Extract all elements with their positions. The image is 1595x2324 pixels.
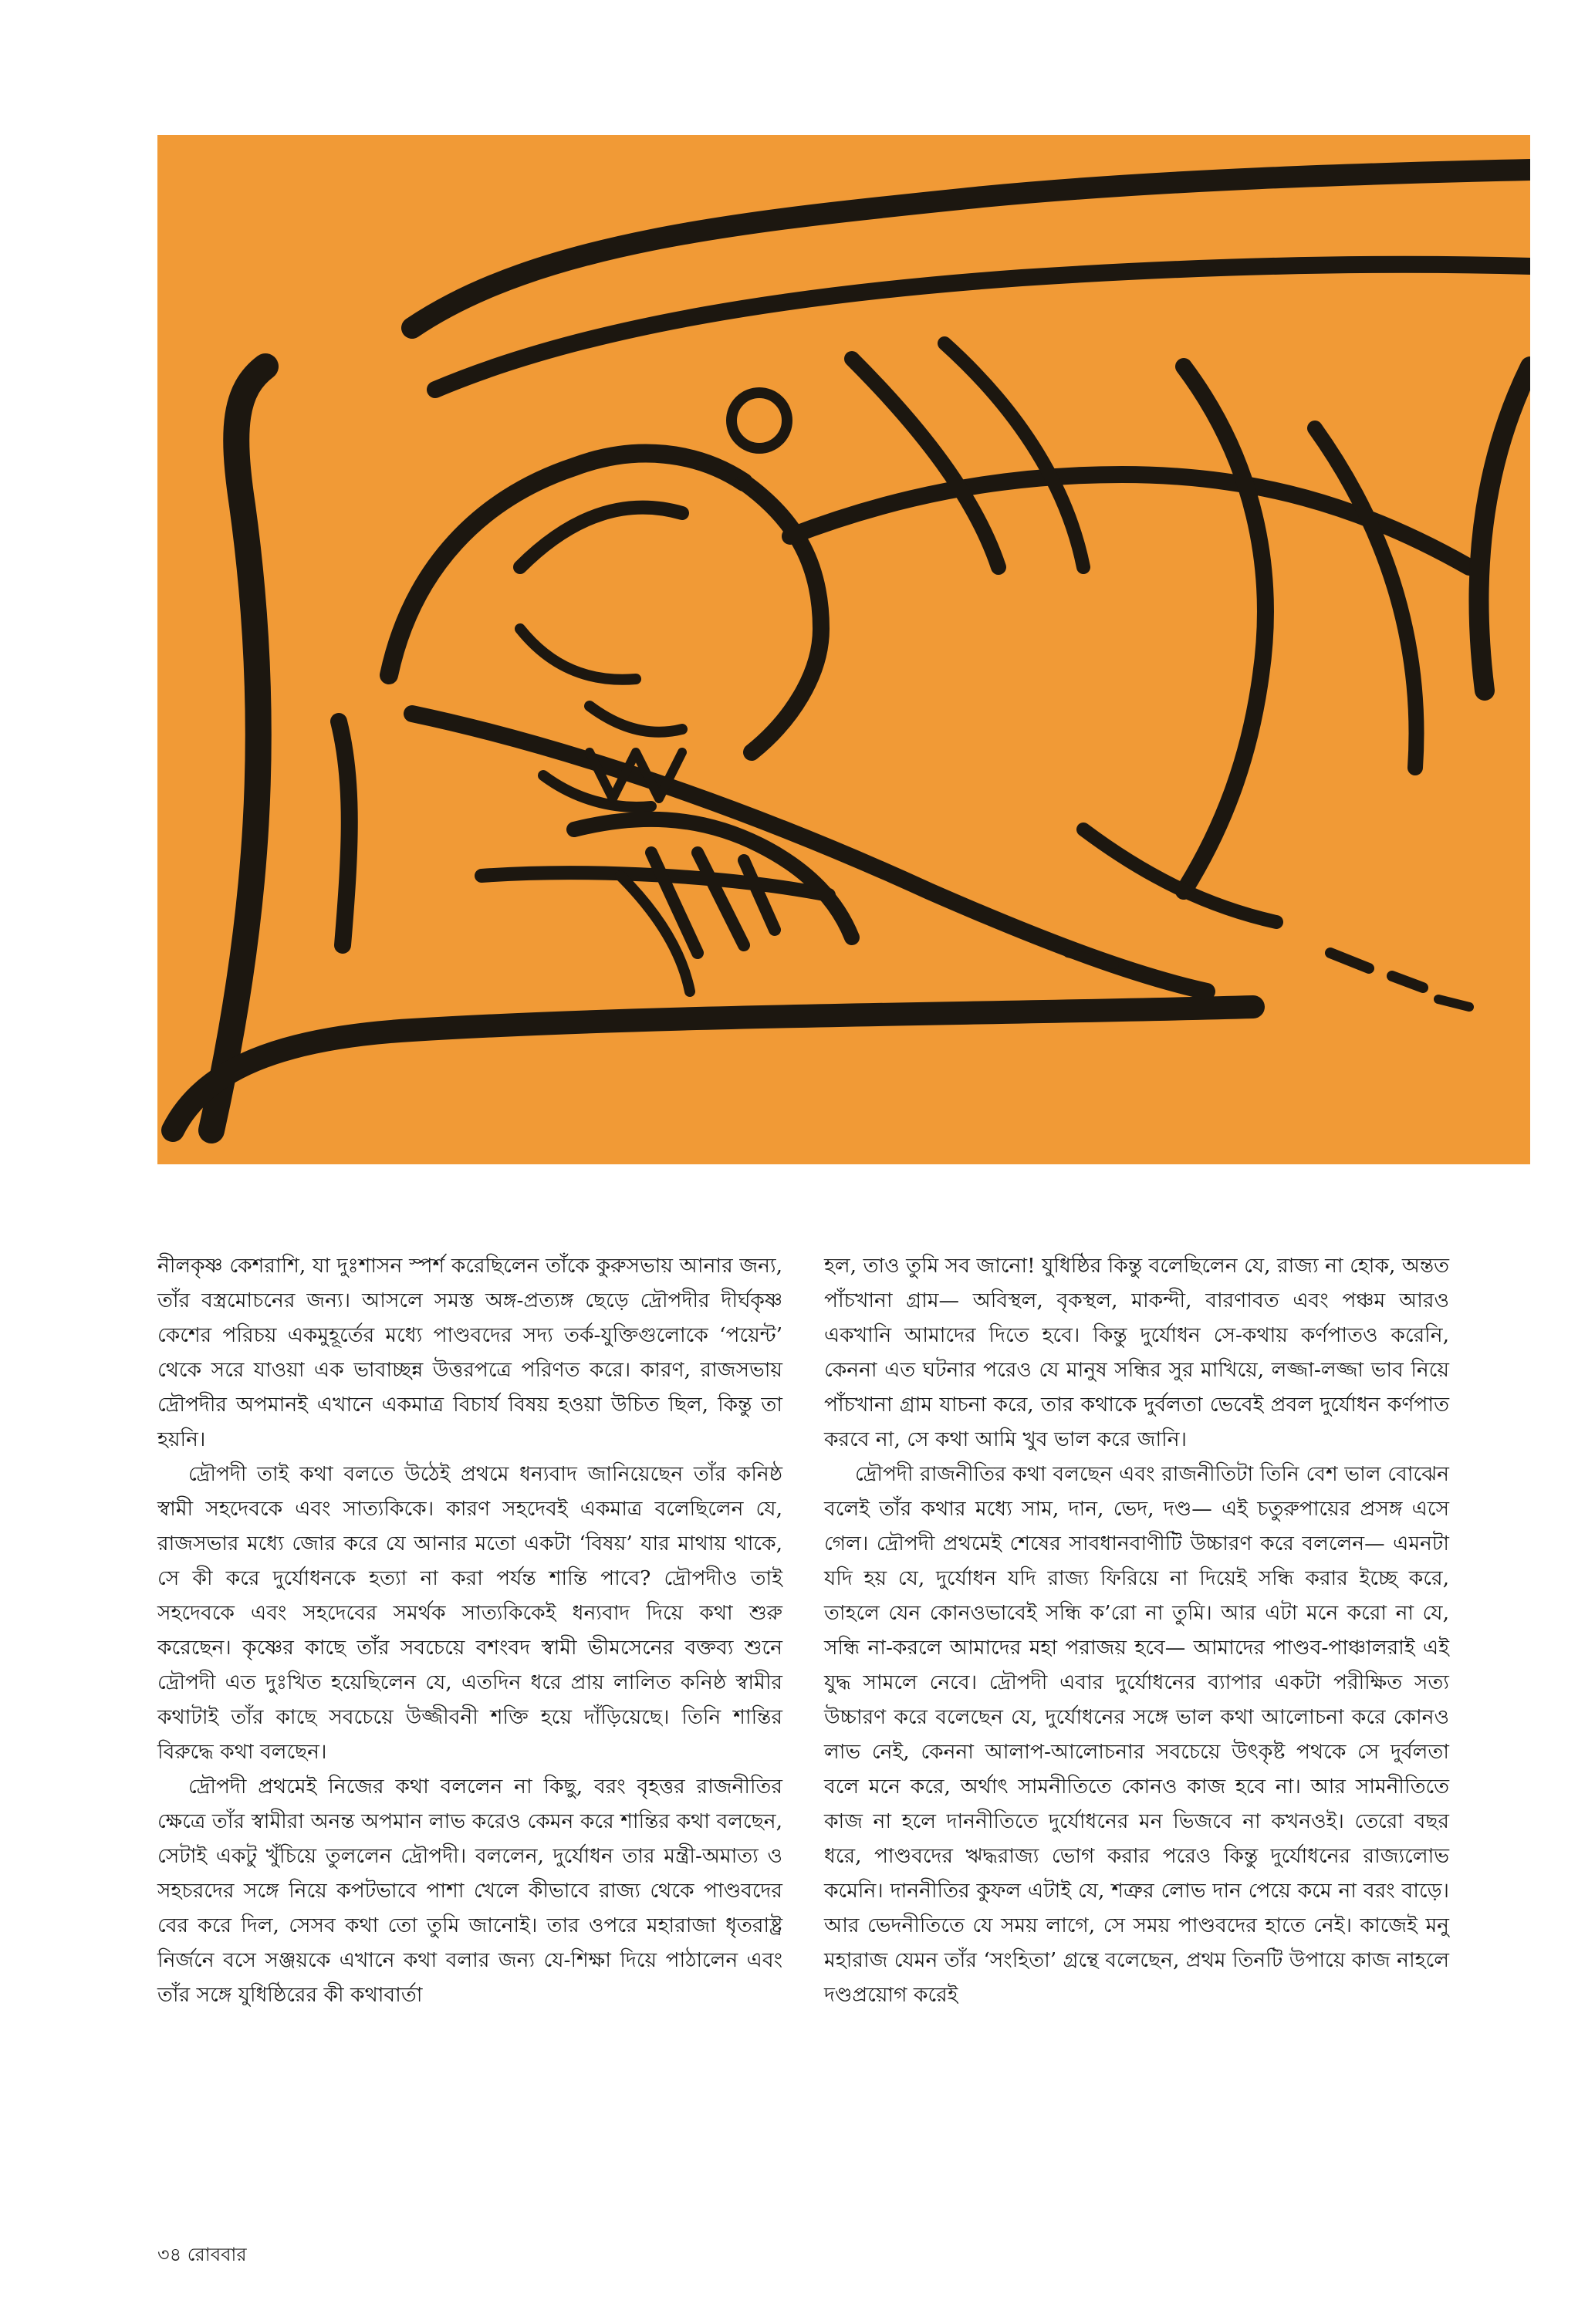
article-left-column (157, 1248, 782, 2012)
draupadi-ink-illustration (157, 135, 1530, 1164)
paragraph: হল, তাও তুমি সব জানো! যুধিষ্ঠির কিন্তু বলেছিলেন যে, রাজ্য না হোক, অন্তত পাঁচখানা গ্রাম— অবিস্থল, বৃকস্থল, মাকন্দী, বারণাবত এবং পঞ্চম আরও একখানি আমাদের দিতে হবে। কিন্তু দুর্যোধন সে-কথায় কর্ণপাতও করেনি, কেননা এত ঘটনার পরেও যে মানুষ সন্ধির সুর মাখিয়ে, লজ্জা-লজ্জা ভাব নিয়ে পাঁচখানা গ্রাম যাচনা করে, তার কথাকে দুর্বলতা ভেবেই প্রবল দুর্যোধন কর্ণপাত করবে না, সে কথা আমি খুব ভাল করে জানি। (824, 1254, 1449, 1451)
paragraph: দ্রৌপদী তাই কথা বলতে উঠেই প্রথমে ধন্যবাদ জানিয়েছেন তাঁর কনিষ্ঠ স্বামী সহদেবকে এবং সাত্যকিকে। কারণ সহদেবই একমাত্র বলেছিলেন যে, রাজসভার মধ্যে জোর করে যে আনার মতো একটা ‘বিষয়’ যার মাথায় থাকে, সে কী করে দুর্যোধনকে হত্যা না করা পর্যন্ত শান্তি পাবে? দ্রৌপদীও তাই সহদেবকে এবং সহদেবের সমর্থক সাত্যকিকেই ধন্যবাদ দিয়ে কথা শুরু করেছেন। কৃষ্ণের কাছে তাঁর সবচেয়ে বশংবদ স্বামী ভীমসেনের বক্তব্য শুনে দ্রৌপদী এত দুঃখিত হয়েছিলেন যে, এতদিন ধরে প্রায় লালিত কনিষ্ঠ স্বামীর কথাটাই তাঁর কাছে সবচেয়ে উজ্জীবনী শক্তি হয়ে দাঁড়িয়েছে। তিনি শান্তির বিরুদ্ধে কথা বলছেন। (157, 1462, 782, 1764)
paragraph: দ্রৌপদী প্রথমেই নিজের কথা বললেন না কিছু, বরং বৃহত্তর রাজনীতির ক্ষেত্রে তাঁর স্বামীরা অনন্ত অপমান লাভ করেও কেমন করে শান্তির কথা বলছেন, সেটাই একটু খুঁচিয়ে তুললেন দ্রৌপদী। বললেন, দুর্যোধন তার মন্ত্রী-অমাত্য ও সহচরদের সঙ্গে নিয়ে কপটভাবে পাশা খেলে কীভাবে রাজ্য থেকে পাণ্ডবদের বের করে দিল, সেসব কথা তো তুমি জানোই। তার ওপরে মহারাজা ধৃতরাষ্ট্র নির্জনে বসে সঞ্জয়কে এখানে কথা বলার জন্য যে-শিক্ষা দিয়ে পাঠালেন এবং তাঁর সঙ্গে যুধিষ্ঠিরের কী কথাবার্তা (157, 1775, 782, 2007)
paragraph: নীলকৃষ্ণ কেশরাশি, যা দুঃশাসন স্পর্শ করেছিলেন তাঁকে কুরুসভায় আনার জন্য, তাঁর বস্ত্রমোচনের জন্য। আসলে সমস্ত অঙ্গ-প্রত্যঙ্গ ছেড়ে দ্রৌপদীর দীর্ঘকৃষ্ণ কেশের পরিচয় একমুহূর্তের মধ্যে পাণ্ডবদের সদ্য তর্ক-যুক্তিগুলোকে ‘পয়েন্ট’ থেকে সরে যাওয়া এক ভাবাচ্ছন্ন উত্তরপত্রে পরিণত করে। কারণ, রাজসভায় দ্রৌপদীর অপমানই এখানে একমাত্র বিচার্য বিষয় হওয়া উচিত ছিল, কিন্তু তা হয়নি। (157, 1254, 782, 1451)
illustration (157, 135, 1530, 1164)
paragraph: দ্রৌপদী রাজনীতির কথা বলছেন এবং রাজনীতিটা তিনি বেশ ভাল বোঝেন বলেই তাঁর কথার মধ্যে সাম, দান, ভেদ, দণ্ড— এই চতুরুপায়ের প্রসঙ্গ এসে গেল। দ্রৌপদী প্রথমেই শেষের সাবধানবাণীটি উচ্চারণ করে বললেন— এমনটা যদি হয় যে, দুর্যোধন যদি রাজ্য ফিরিয়ে না দিয়েই সন্ধি করার ইচ্ছে করে, তাহলে যেন কোনওভাবেই সন্ধি ক’রো না তুমি। আর এটা মনে করো না যে, সন্ধি না-করলে আমাদের মহা পরাজয় হবে— আমাদের পাণ্ডব-পাঞ্চালরাই এই যুদ্ধ সামলে নেবে। দ্রৌপদী এবার দুর্যোধনের ব্যাপার একটা পরীক্ষিত সত্য উচ্চারণ করে বলেছেন যে, দুর্যোধনের সঙ্গে ভাল কথা আলোচনা করে কোনও লাভ নেই, কেননা আলাপ-আলোচনার সবচেয়ে উৎকৃষ্ট পথকে সে দুর্বলতা বলে মনে করে, অর্থাৎ সামনীতিতে কোনও কাজ হবে না। আর সামনীতিতে কাজ না হলে দাননীতিতে দুর্যোধনের মন ভিজবে না কখনওই। তেরো বছর ধরে, পাণ্ডবদের ঋদ্ধরাজ্য ভোগ করার পরেও কিন্তু দুর্যোধনের রাজ্যলোভ কমেনি। দাননীতির কুফল এটাই যে, শত্রুর লোভ দান পেয়ে কমে না বরং বাড়ে। আর ভেদনীতিতে যে সময় লাগে, সে সময় পাণ্ডবদের হাতে নেই। কাজেই মনু মহারাজ যেমন তাঁর ‘সংহিতা’ গ্রন্থে বলেছেন, প্রথম তিনটি উপায়ে কাজ নাহলে দণ্ডপ্রয়োগ করেই (824, 1462, 1449, 2007)
article-right-column (824, 1248, 1449, 2012)
page-folio: ৩৪ রোববার (157, 2244, 247, 2265)
